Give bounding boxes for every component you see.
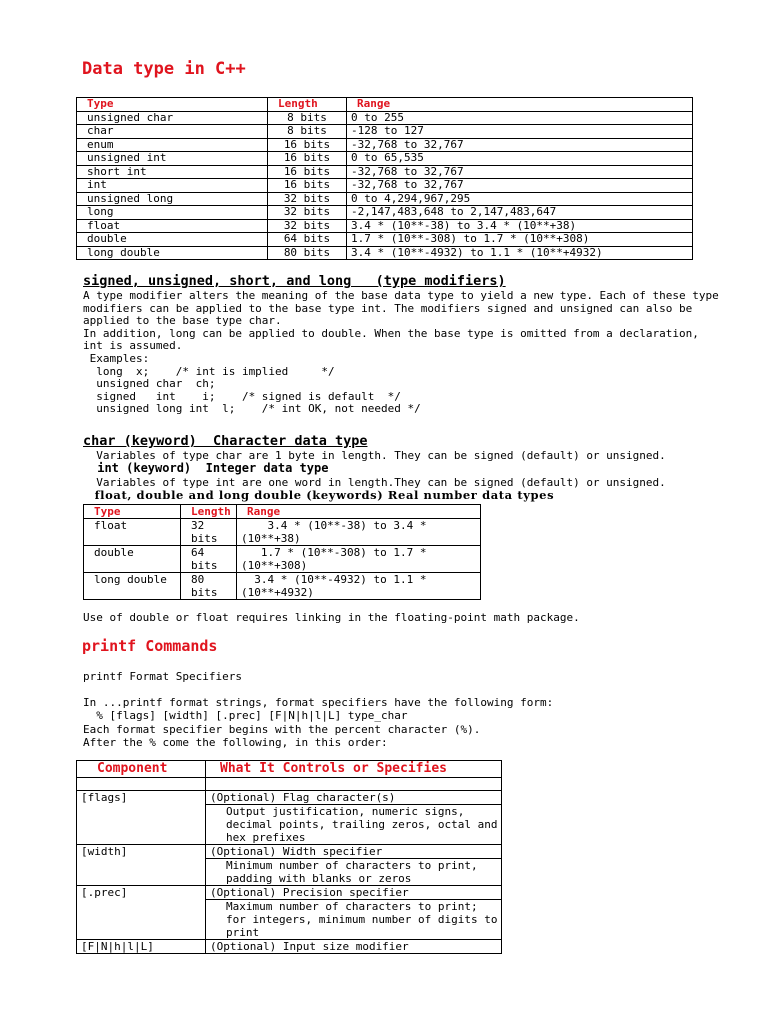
range-cell: 0 to 255 <box>347 111 693 125</box>
header-type: Type <box>84 505 181 519</box>
header-component: Component <box>77 761 206 778</box>
description-cell: (Optional) Input size modifier <box>206 940 502 954</box>
range-cell: -128 to 127 <box>347 125 693 139</box>
component-cell <box>77 778 206 791</box>
length-cell: 32 bits <box>268 206 347 220</box>
text-line: unsigned long int l; /* int OK, not needed */ <box>83 402 421 416</box>
length-cell: 64 bits <box>181 546 237 573</box>
table-header-row <box>77 761 502 778</box>
length-cell: 16 bits <box>268 152 347 166</box>
type-cell: unsigned int <box>77 152 268 166</box>
component-cell: [width] <box>77 845 206 886</box>
description-cell: Minimum number of characters to print, padding with blanks or zeros <box>206 859 502 886</box>
type-cell: short int <box>77 165 268 179</box>
component-cell: [flags] <box>77 791 206 845</box>
modifiers-text <box>83 290 719 416</box>
table-row <box>77 152 693 166</box>
text-line: Each format specifier begins with the percent character (%). <box>83 722 481 736</box>
description-cell: (Optional) Flag character(s) <box>206 791 502 805</box>
text-line: long x; /* int is implied */ <box>83 364 335 378</box>
table-row <box>84 573 481 600</box>
table-row <box>77 165 693 179</box>
type-cell: float <box>77 219 268 233</box>
type-cell: char <box>77 125 268 139</box>
table-row <box>77 791 502 805</box>
table-row <box>77 111 693 125</box>
printf-subtitle: printf Format Specifiers <box>83 670 242 683</box>
table-row <box>77 845 502 859</box>
type-cell: float <box>84 519 181 546</box>
range-cell: 3.4 * (10**-4932) to 1.1 * (10**+4932) <box>347 246 693 260</box>
real-types-table <box>83 504 481 600</box>
text-line: In addition, long can be applied to double. When the base type is omitted from a declaration, <box>83 326 699 340</box>
text-line: signed int i; /* signed is default */ <box>83 389 401 403</box>
type-cell: long double <box>84 573 181 600</box>
text-line: Examples: <box>83 351 150 365</box>
text-line: unsigned char ch; <box>83 377 216 391</box>
description-cell: Maximum number of characters to print; for integers, minimum number of digits to print <box>206 900 502 940</box>
modifiers-heading: signed, unsigned, short, and long (type modifiers) <box>83 273 506 289</box>
range-cell: 1.7 * (10**-308) to 1.7 * (10**+308) <box>237 546 481 573</box>
table-row <box>77 179 693 193</box>
range-cell: -32,768 to 32,767 <box>347 179 693 193</box>
range-cell: 3.4 * (10**-4932) to 1.1 * (10**+4932) <box>237 573 481 600</box>
length-cell: 80 bits <box>181 573 237 600</box>
text-line: modifiers can be applied to the base type int. The modifiers signed and unsigned can also be <box>83 301 693 315</box>
header-controls: What It Controls or Specifies <box>206 761 502 778</box>
length-cell: 8 bits <box>268 111 347 125</box>
type-cell: int <box>77 179 268 193</box>
length-cell: 80 bits <box>268 246 347 260</box>
type-cell: unsigned long <box>77 192 268 206</box>
length-cell: 8 bits <box>268 125 347 139</box>
double-note: Use of double or float requires linking in the floating-point math package. <box>83 611 580 624</box>
description-cell: Output justification, numeric signs, decimal points, trailing zeros, octal and hex prefixes <box>206 805 502 845</box>
text-line: int is assumed. <box>83 339 183 353</box>
text-line: % [flags] [width] [.prec] [F|N|h|l|L] type_char <box>83 709 408 723</box>
header-range: Range <box>237 505 481 519</box>
data-types-table <box>76 97 693 260</box>
length-cell: 16 bits <box>268 165 347 179</box>
header-type: Type <box>77 98 268 112</box>
table-row <box>84 546 481 573</box>
table-row <box>77 233 693 247</box>
type-cell: enum <box>77 138 268 152</box>
text-line: A type modifier alters the meaning of the base data type to yield a new type. Each of these type <box>83 289 719 302</box>
range-cell: -2,147,483,648 to 2,147,483,647 <box>347 206 693 220</box>
table-row <box>77 138 693 152</box>
table-row <box>77 219 693 233</box>
int-text: Variables of type int are one word in length.They can be signed (default) or unsigned. <box>83 476 666 489</box>
table-row <box>77 192 693 206</box>
page-title: Data type in C++ <box>82 59 246 79</box>
description-cell: (Optional) Precision specifier <box>206 886 502 900</box>
type-cell: double <box>84 546 181 573</box>
table-row <box>77 246 693 260</box>
type-cell: long double <box>77 246 268 260</box>
length-cell: 16 bits <box>268 138 347 152</box>
table-header-row <box>84 505 481 519</box>
text-line: In ...printf format strings, format specifiers have the following form: <box>83 696 554 709</box>
char-text: Variables of type char are 1 byte in length. They can be signed (default) or unsigned. <box>83 449 666 462</box>
range-cell: 0 to 4,294,967,295 <box>347 192 693 206</box>
type-cell: long <box>77 206 268 220</box>
description-cell: (Optional) Width specifier <box>206 845 502 859</box>
table-row <box>77 940 502 954</box>
range-cell: -32,768 to 32,767 <box>347 165 693 179</box>
header-range: Range <box>347 98 693 112</box>
real-heading: float, double and long double (keywords) Real number data types <box>90 488 555 502</box>
length-cell: 16 bits <box>268 179 347 193</box>
printf-text <box>83 696 553 749</box>
range-cell: 0 to 65,535 <box>347 152 693 166</box>
length-cell: 32 bits <box>181 519 237 546</box>
text-line: After the % come the following, in this order: <box>83 735 388 749</box>
table-row <box>77 778 502 791</box>
text-line: applied to the base type char. <box>83 314 282 328</box>
length-cell: 32 bits <box>268 219 347 233</box>
header-length: Length <box>268 98 347 112</box>
int-heading: int (keyword) Integer data type <box>90 461 329 475</box>
table-row <box>77 886 502 900</box>
range-cell: 3.4 * (10**-38) to 3.4 * (10**+38) <box>347 219 693 233</box>
printf-components-table <box>76 760 502 954</box>
length-cell: 64 bits <box>268 233 347 247</box>
char-heading: char (keyword) Character data type <box>83 433 368 449</box>
table-row <box>77 206 693 220</box>
range-cell: 1.7 * (10**-308) to 1.7 * (10**+308) <box>347 233 693 247</box>
component-cell: [F|N|h|l|L] <box>77 940 206 954</box>
header-length: Length <box>181 505 237 519</box>
table-row <box>84 519 481 546</box>
range-cell: 3.4 * (10**-38) to 3.4 * (10**+38) <box>237 519 481 546</box>
description-cell <box>206 778 502 791</box>
type-cell: double <box>77 233 268 247</box>
length-cell: 32 bits <box>268 192 347 206</box>
table-row <box>77 125 693 139</box>
component-cell: [.prec] <box>77 886 206 940</box>
printf-heading: printf Commands <box>82 637 218 655</box>
type-cell: unsigned char <box>77 111 268 125</box>
range-cell: -32,768 to 32,767 <box>347 138 693 152</box>
table-header-row <box>77 98 693 112</box>
